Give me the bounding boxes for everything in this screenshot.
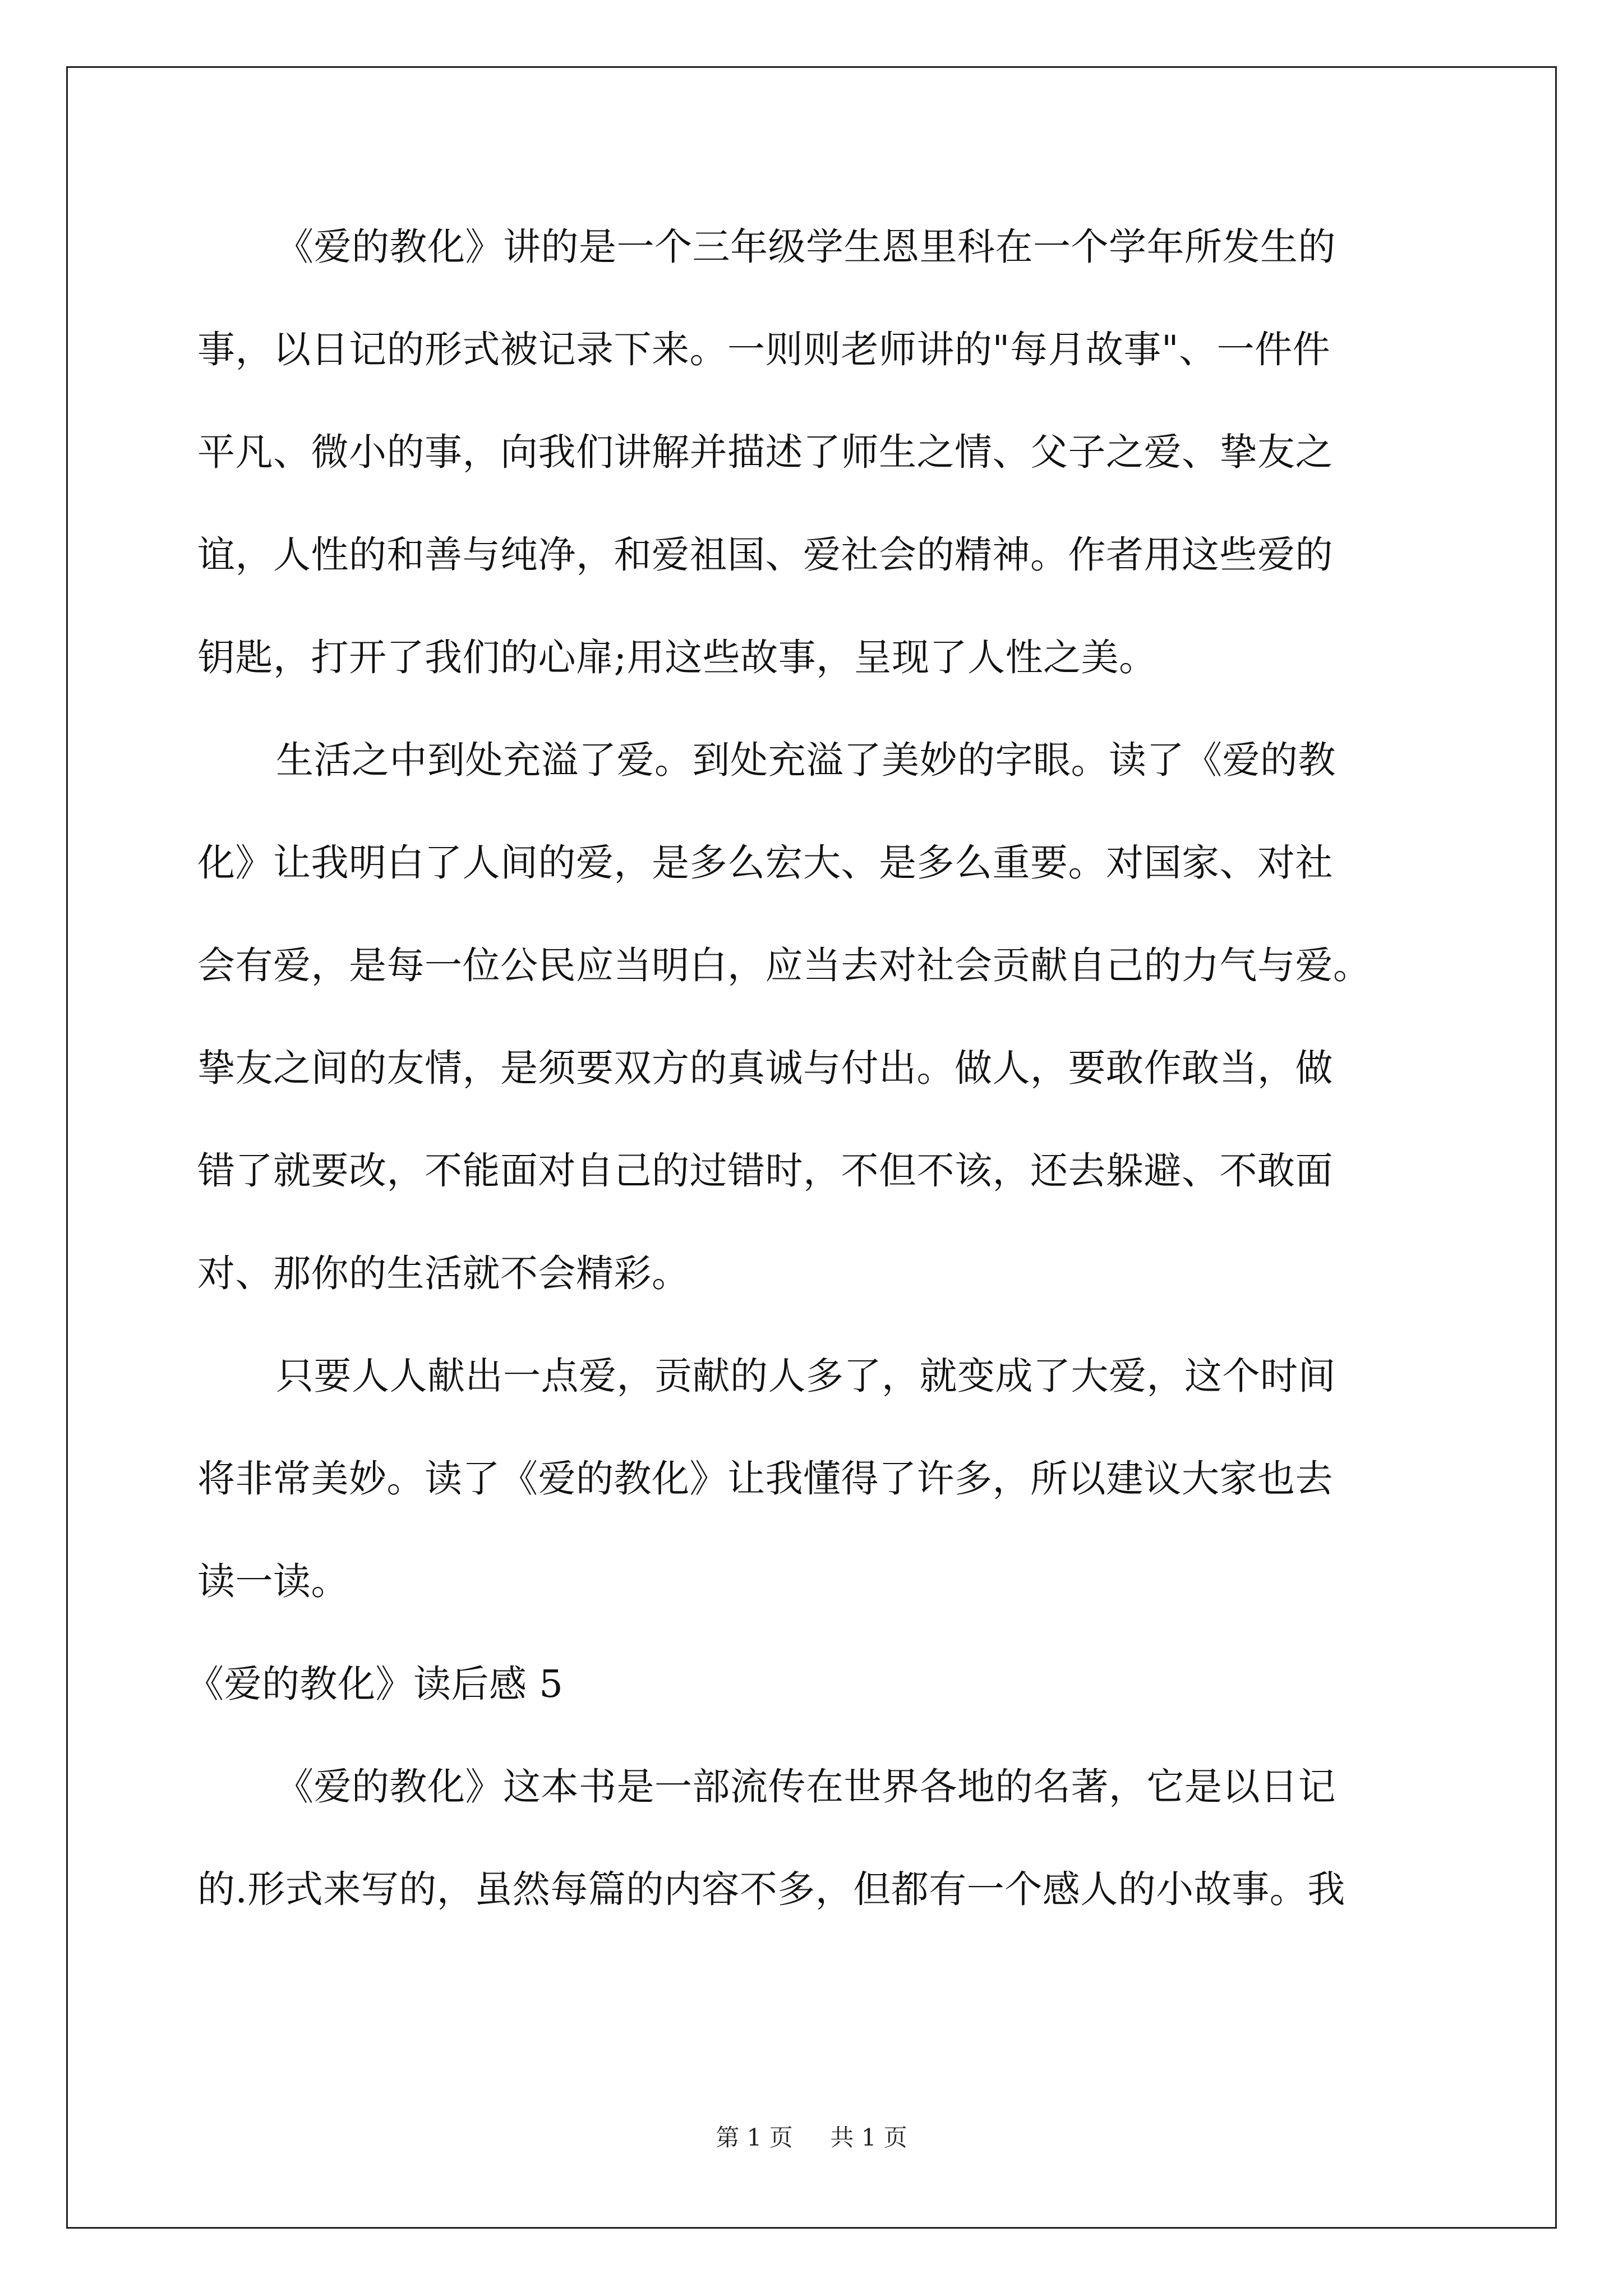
text-line: 平凡、微小的事，向我们讲解并描述了师生之情、父子之爱、挚友之 [197, 430, 1333, 474]
text-line: 将非常美妙。读了《爱的教化》让我懂得了许多，所以建议大家也去 [197, 1457, 1333, 1501]
page-number: 第 1 页 [716, 2124, 793, 2151]
text-line: 谊，人性的和善与纯净，和爱祖国、爱社会的精神。作者用这些爱的 [197, 533, 1333, 577]
page-footer [0, 2119, 1623, 2153]
text-line: 化》让我明白了人间的爱，是多么宏大、是多么重要。对国家、对社 [197, 841, 1333, 885]
section-heading: 《爱的教化》读后感 5 [186, 1662, 564, 1706]
text-line: 只要人人献出一点爱，贡献的人多了，就变成了大爱，这个时间 [276, 1354, 1336, 1398]
page-total: 共 1 页 [830, 2124, 907, 2151]
text-line: 《爱的教化》这本书是一部流传在世界各地的名著，它是以日记 [276, 1765, 1336, 1809]
text-line: 的.形式来写的，虽然每篇的内容不多，但都有一个感人的小故事。我 [197, 1867, 1345, 1911]
text-line: 对、那你的生活就不会精彩。 [197, 1251, 690, 1295]
text-line: 读一读。 [197, 1559, 349, 1603]
text-line: 事，以日记的形式被记录下来。一则则老师讲的"每月故事"、一件件 [197, 328, 1331, 371]
text-line: 生活之中到处充溢了爱。到处充溢了美妙的字眼。读了《爱的教 [276, 738, 1336, 782]
text-line: 钥匙，打开了我们的心扉;用这些故事，呈现了人性之美。 [197, 636, 1157, 679]
text-line: 错了就要改，不能面对自己的过错时，不但不该，还去躲避、不敢面 [197, 1149, 1333, 1193]
text-line: 挚友之间的友情，是须要双方的真诚与付出。做人，要敢作敢当，做 [197, 1046, 1333, 1090]
document-body [186, 217, 1434, 1962]
text-line: 《爱的教化》讲的是一个三年级学生恩里科在一个学年所发生的 [276, 225, 1336, 269]
text-line: 会有爱，是每一位公民应当明白，应当去对社会贡献自己的力气与爱。 [197, 944, 1371, 987]
